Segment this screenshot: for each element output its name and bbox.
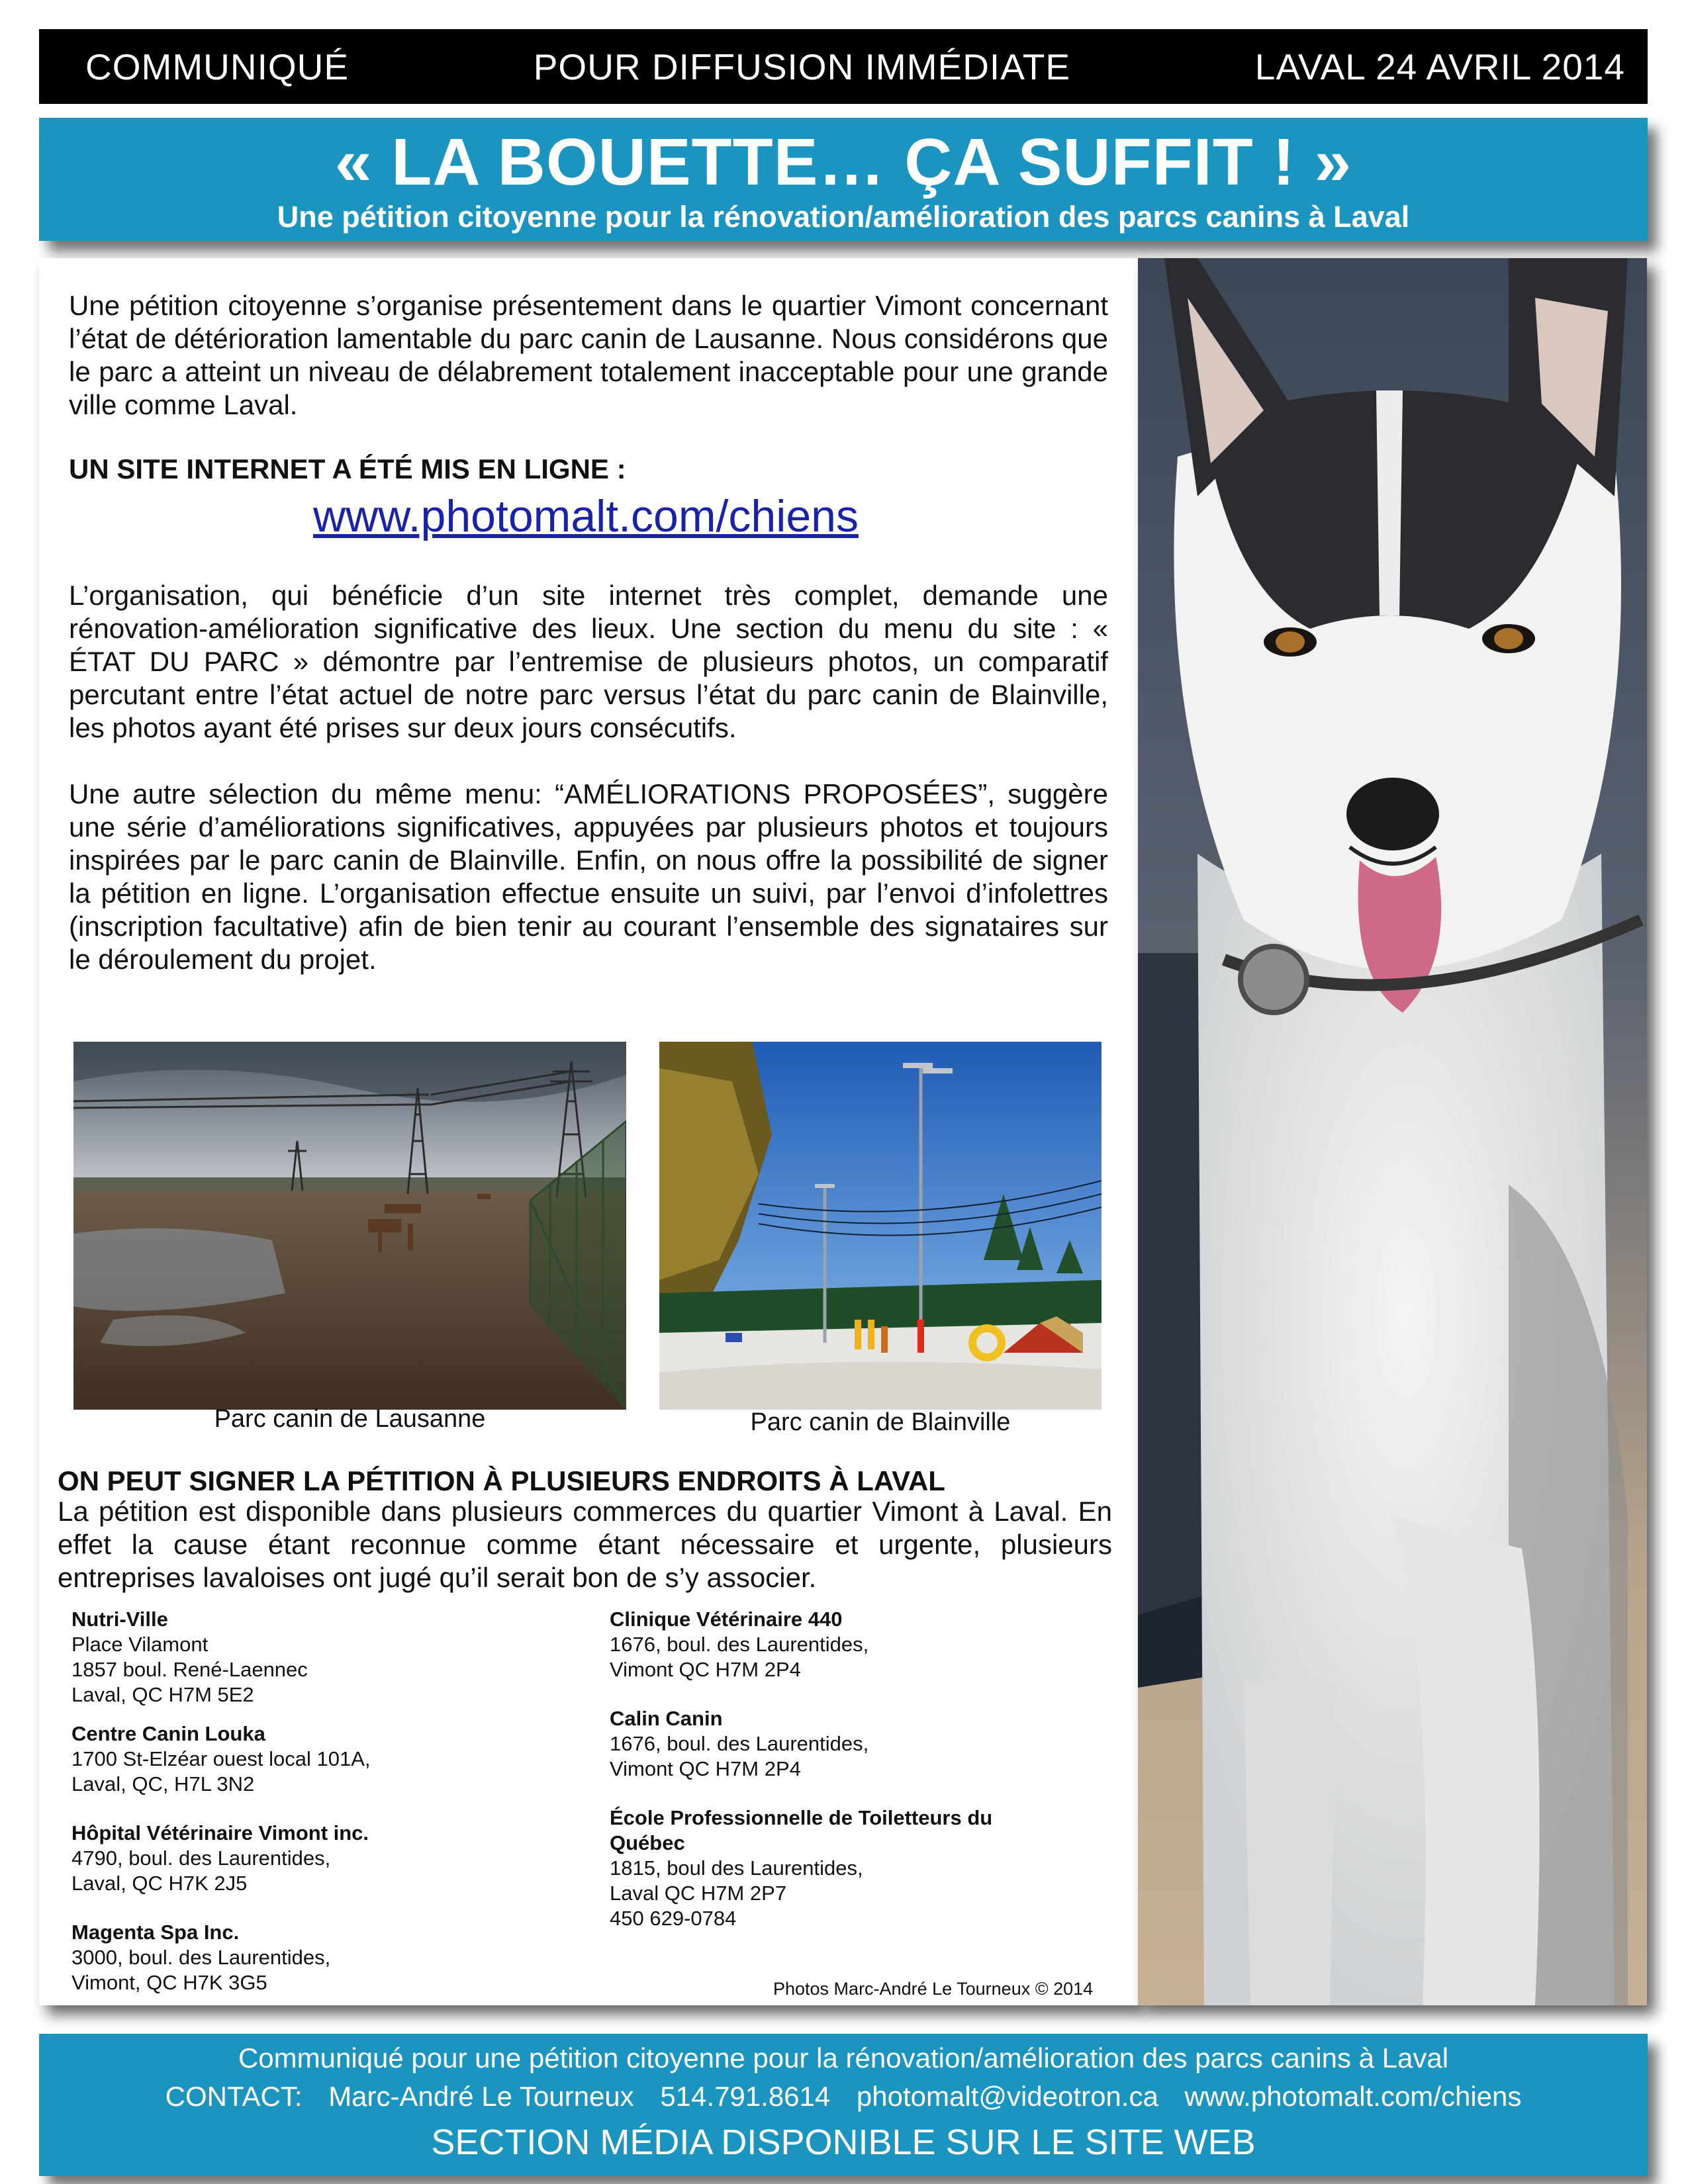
site-link[interactable]: www.photomalt.com/chiens [313,491,859,541]
location-name: Centre Canin Louka [71,1722,265,1745]
location-line: Vimont QC H7M 2P4 [610,1658,801,1681]
location-line: Laval, QC H7K 2J5 [71,1872,248,1895]
caption-blainville: Parc canin de Blainville [750,1408,1011,1436]
footer-band [39,2034,1648,2176]
location-line: Place Vilamont [71,1633,209,1656]
footer-contact-line [39,2077,1648,2116]
location-line: 1857 boul. René-Laennec [71,1658,308,1681]
footer-email[interactable]: photomalt@videotron.ca [856,2081,1158,2112]
location-line: Laval, QC, H7L 3N2 [71,1772,255,1796]
location-line: Vimont, QC H7K 3G5 [71,1971,267,1994]
photo-blainville [659,1042,1102,1410]
header-diffusion: POUR DIFFUSION IMMÉDIATE [533,46,1071,87]
location-line: 1676, boul. des Laurentides, [610,1633,869,1656]
paragraph-etat-du-parc: L’organisation, qui bénéficie d’un site internet très complet, demande une rénovation-amélioration significative des lieux. Une section du menu du site : « ÉTAT DU PARC » démontre par l’entremise de plusieurs photos, un comparatif percutant entre l’état actuel de notre parc versus l’état du parc canin de Blainville, les photos ayant été prises sur deux jours consécutifs. [69,580,1108,743]
title-band [39,118,1648,241]
photo-lausanne [73,1042,626,1410]
location-nutri-ville [71,1607,308,1707]
location-line: 450 629-0784 [610,1907,737,1930]
husky-photo [1138,258,1647,2005]
sign-paragraph: La pétition est disponible dans plusieurs commerces du quartier Vimont à Laval. En effet la cause étant reconnue comme étant nécessaire et urgente, plusieurs entreprises lavaloises ont jugé qu’il serait bon de s’y associer. [58,1496,1112,1593]
location-name: Magenta Spa Inc. [71,1921,240,1944]
location-line: 1700 St-Elzéar ouest local 101A, [71,1747,371,1770]
paragraph-ameliorations: Une autre sélection du même menu: “AMÉLIORATIONS PROPOSÉES”, suggère une série d’améliorations significatives, appuyées par plusieurs photos et toujours inspirées par le parc canin de Blainville. Enfin, on nous offre la possibilité de signer la pétition en ligne. L’organisation effectue ensuite un suivi, par l’envoi d’infolettres (inscription facultative) afin de bien tenir au courant l’ensemble des signataires sur le déroulement du projet. [69,778,1108,975]
intro-paragraph: Une pétition citoyenne s’organise présentement dans le quartier Vimont concernant l’état de détérioration lamentable du parc canin de Lausanne. Nous considérons que le parc a atteint un niveau de délabrement totalement inacceptable pour une grande ville comme Laval. [69,290,1108,420]
location-line: 1815, boul des Laurentides, [610,1856,863,1880]
location-centre-canin-louka [71,1721,371,1797]
location-line: Laval, QC H7M 5E2 [71,1683,254,1706]
header-bar [39,29,1648,104]
location-line: Vimont QC H7M 2P4 [610,1757,801,1780]
footer-phone[interactable]: 514.791.8614 [660,2081,831,2112]
location-name: Hôpital Vétérinaire Vimont inc. [71,1821,369,1844]
location-line: 4790, boul. des Laurentides, [71,1846,331,1870]
location-line: Laval QC H7M 2P7 [610,1882,787,1905]
location-calin-canin [610,1706,868,1782]
page-subtitle: Une pétition citoyenne pour la rénovation/amélioration des parcs canins à Laval [277,200,1410,234]
header-date: LAVAL 24 AVRIL 2014 [1254,46,1625,87]
header-communique: COMMUNIQUÉ [85,46,350,87]
footer-media-section: SECTION MÉDIA DISPONIBLE SUR LE SITE WEB [431,2122,1256,2162]
photo-credit: Photos Marc-André Le Tourneux © 2014 [773,1979,1094,1999]
location-line: 3000, boul. des Laurentides, [71,1946,331,1969]
location-name: Clinique Vétérinaire 440 [610,1608,843,1631]
footer-description: Communiqué pour une pétition citoyenne pour la rénovation/amélioration des parcs canins à Laval [238,2042,1449,2073]
location-clinique-veterinaire-440 [610,1607,868,1682]
footer-contact-label: CONTACT: [165,2081,303,2112]
location-name: Calin Canin [610,1707,723,1730]
location-name: École Professionnelle de Toiletteurs du Québec [610,1806,993,1854]
location-line: 1676, boul. des Laurentides, [610,1732,869,1755]
location-magenta-spa [71,1920,330,1995]
site-heading: UN SITE INTERNET A ÉTÉ MIS EN LIGNE : [69,453,626,484]
location-ecole-toiletteurs [610,1805,1060,1931]
page-title: « LA BOUETTE… ÇA SUFFIT ! » [334,125,1352,199]
sign-heading: ON PEUT SIGNER LA PÉTITION À PLUSIEURS ENDROITS À LAVAL [58,1465,945,1496]
location-hopital-veterinaire-vimont [71,1821,369,1896]
caption-lausanne: Parc canin de Lausanne [214,1405,486,1433]
footer-contact-name: Marc-André Le Tourneux [328,2081,634,2112]
location-name: Nutri-Ville [71,1608,168,1631]
footer-website[interactable]: www.photomalt.com/chiens [1184,2081,1522,2112]
